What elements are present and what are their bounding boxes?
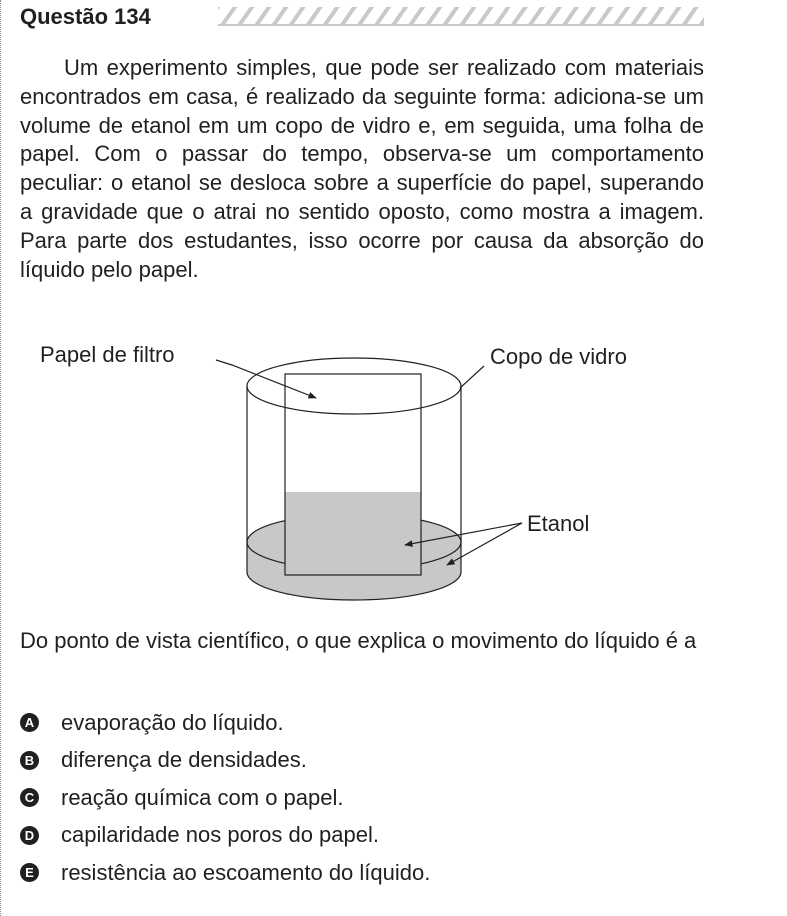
option-text: reação química com o papel. bbox=[61, 784, 344, 810]
experiment-figure bbox=[20, 332, 720, 612]
option-letter-badge: A bbox=[20, 713, 39, 732]
option-text: evaporação do líquido. bbox=[61, 709, 284, 735]
option-letter-badge: D bbox=[20, 826, 39, 845]
option-a[interactable] bbox=[20, 704, 720, 742]
option-letter-badge: C bbox=[20, 788, 39, 807]
wet-paper-area bbox=[285, 492, 421, 575]
question-header bbox=[20, 2, 151, 32]
answer-options bbox=[20, 704, 720, 892]
label-copo-de-vidro: Copo de vidro bbox=[490, 344, 627, 369]
question-title: Questão 134 bbox=[20, 4, 151, 29]
option-c[interactable] bbox=[20, 779, 720, 817]
question-stem: Um experimento simples, que pode ser realizado com materiais encontrados em casa, é realizado da seguinte forma: adiciona-se um volume de etanol em um copo de vidro e, em seguida, uma folha de papel. Com o passar do tempo, observa-se um comportamento peculiar: o etanol se desloca sobre a superfície do papel, superando a gravidade que o atrai no sentido oposto, como mostra a imagem. Para parte dos estudantes, isso ocorre por causa da absorção do líquido pelo papel. bbox=[20, 55, 704, 282]
glass-diagram bbox=[20, 332, 720, 612]
option-letter-badge: E bbox=[20, 863, 39, 882]
option-text: resistência ao escoamento do líquido. bbox=[61, 859, 431, 885]
option-text: capilaridade nos poros do papel. bbox=[61, 822, 380, 848]
header-hatch-bar bbox=[218, 7, 704, 26]
option-b[interactable] bbox=[20, 742, 720, 780]
option-letter-badge: B bbox=[20, 751, 39, 770]
paper-pointer-arrow bbox=[216, 360, 316, 398]
glass-pointer-line bbox=[460, 366, 484, 388]
question-prompt: Do ponto de vista científico, o que explica o movimento do líquido é a bbox=[20, 628, 697, 653]
option-text: diferença de densidades. bbox=[61, 747, 307, 773]
page-margin-rule bbox=[0, 0, 1, 916]
label-papel-de-filtro: Papel de filtro bbox=[40, 342, 175, 367]
glass-top-rim bbox=[247, 358, 461, 414]
option-d[interactable] bbox=[20, 817, 720, 855]
label-etanol: Etanol bbox=[527, 511, 590, 536]
option-e[interactable] bbox=[20, 854, 720, 892]
